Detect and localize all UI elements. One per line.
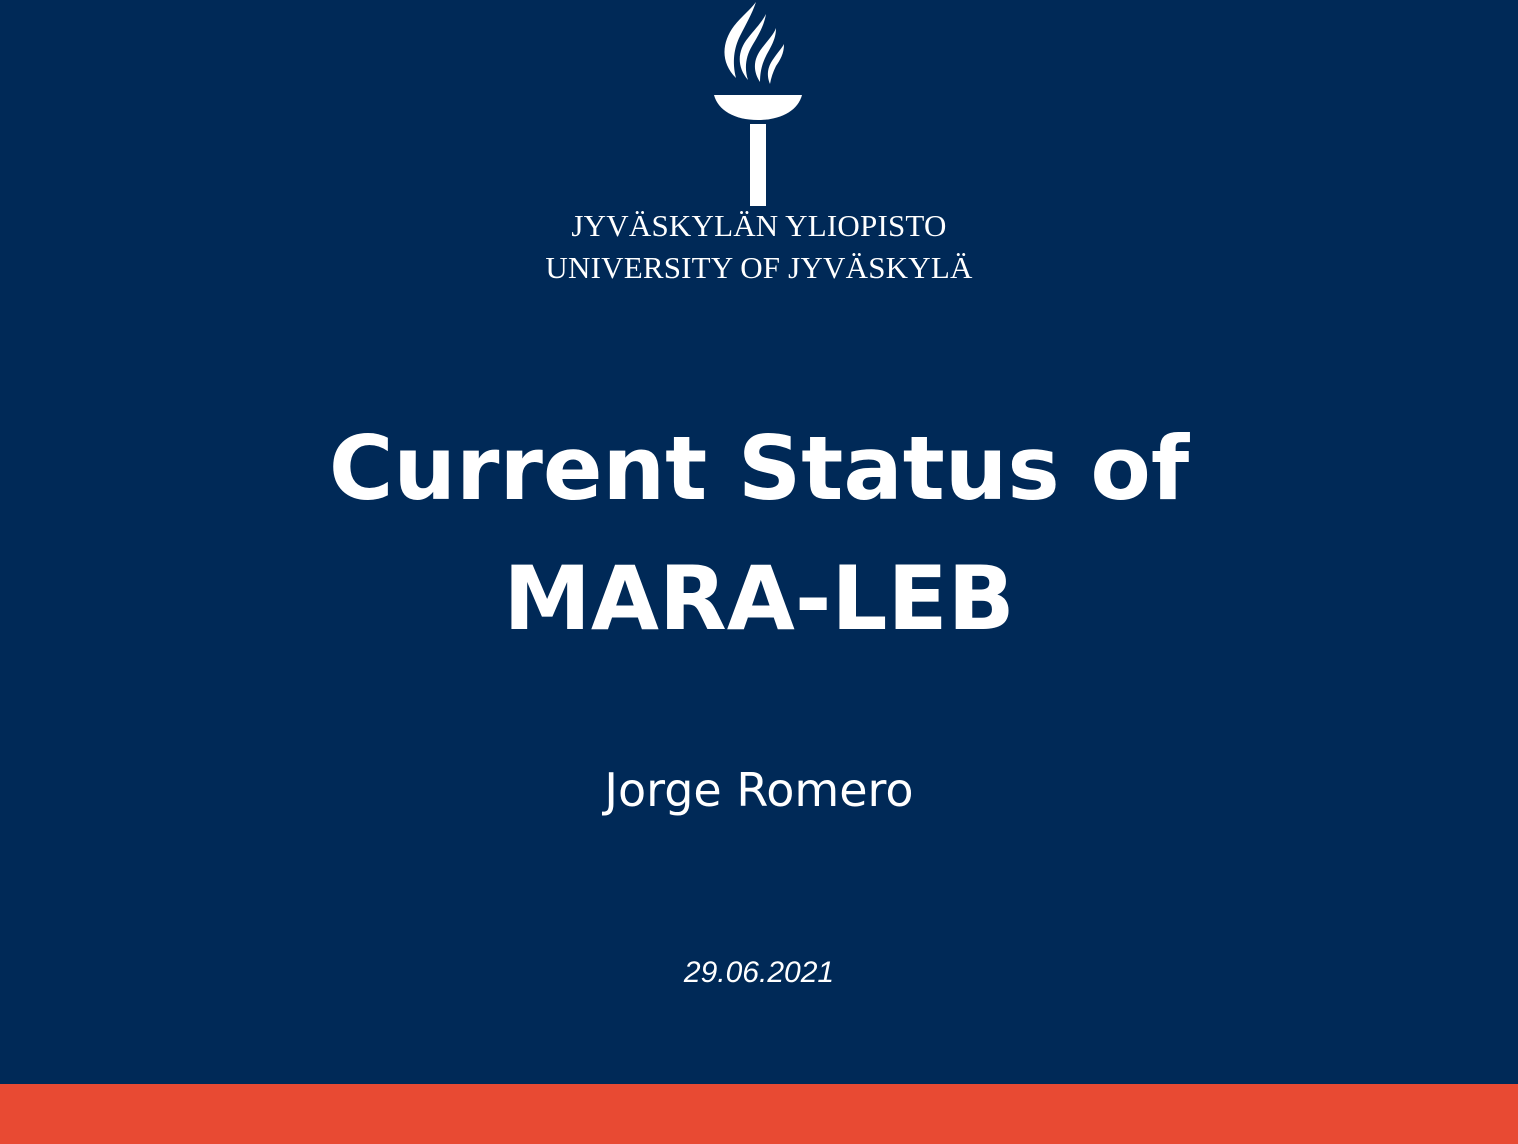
footer-accent-bar [0,1084,1518,1144]
university-name-english: UNIVERSITY OF JYVÄSKYLÄ [545,250,973,285]
slide-title-line-2: MARA-LEB [503,547,1015,650]
university-name-finnish: JYVÄSKYLÄN YLIOPISTO [571,208,947,243]
author-name: Jorge Romero [604,763,914,817]
slide-title-line-1: Current Status of [328,417,1190,520]
presentation-date: 29.06.2021 [683,956,835,989]
torch-icon [706,0,810,210]
slide-title [0,404,1518,664]
